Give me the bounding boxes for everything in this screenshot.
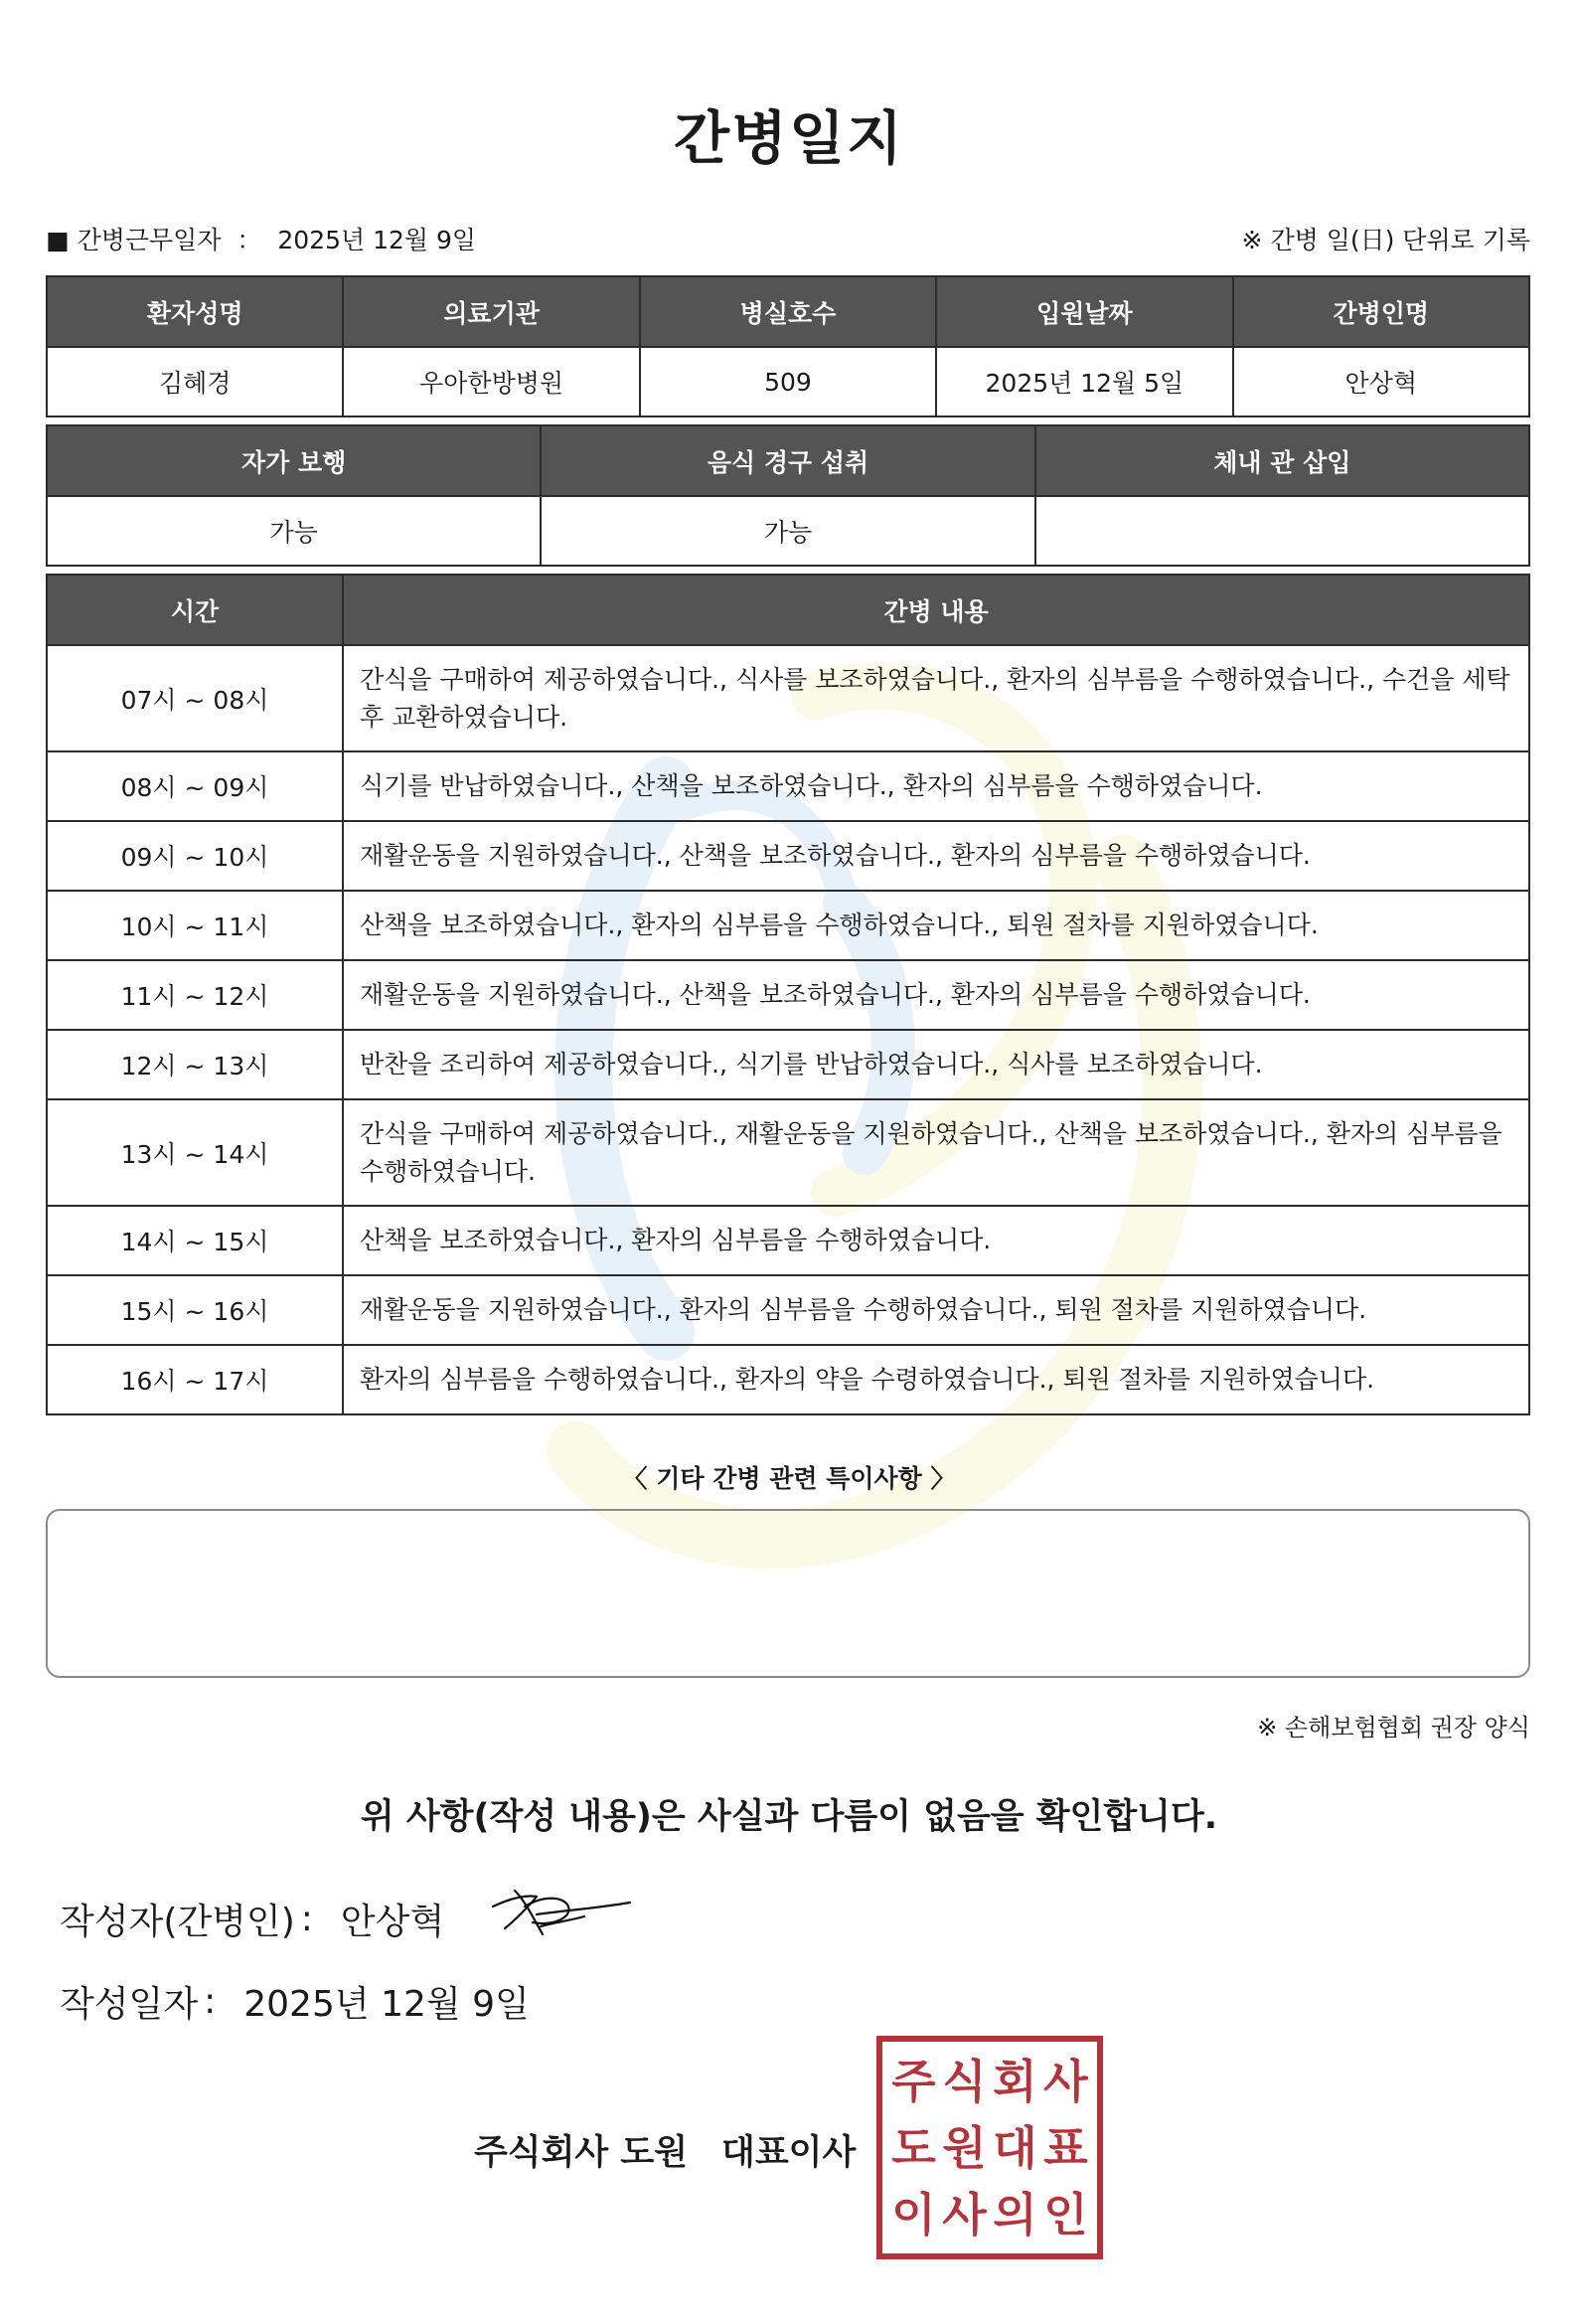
writer-label: 작성자(간병인) [60, 1902, 295, 1942]
written-date-value: 2025년 12월 9일 [243, 1984, 530, 2025]
hospital-value: 우아한방병원 [343, 347, 639, 416]
schedule-time-cell: 16시 ~ 17시 [47, 1345, 343, 1414]
tube-insertion-value [1035, 496, 1529, 566]
work-date-colon: ： [237, 226, 262, 254]
company-signature-line [474, 2125, 856, 2175]
patient-status-table [46, 424, 1530, 567]
schedule-time-cell: 13시 ~ 14시 [47, 1099, 343, 1206]
seal-character: 인 [1043, 2187, 1088, 2241]
header-tube-insertion: 체내 관 삽입 [1035, 425, 1529, 496]
header-hospital: 의료기관 [343, 276, 639, 347]
seal-character: 주 [891, 2054, 936, 2108]
room-number-value: 509 [640, 347, 936, 416]
company-name: 주식회사 도원 [474, 2133, 689, 2173]
header-care-content: 간병 내용 [343, 575, 1529, 645]
admission-date-value: 2025년 12월 5일 [936, 347, 1232, 416]
schedule-time-cell: 14시 ~ 15시 [47, 1206, 343, 1275]
seal-character: 사 [1043, 2054, 1088, 2108]
schedule-row [47, 1345, 1529, 1414]
schedule-row [47, 1030, 1529, 1099]
schedule-row [47, 1275, 1529, 1345]
schedule-time-cell: 09시 ~ 10시 [47, 821, 343, 891]
document-title: 간병일지 [673, 104, 905, 172]
writer-name: 안상혁 [340, 1902, 445, 1942]
schedule-row [47, 821, 1529, 891]
special-notes-title: 〈 기타 간병 관련 특이사항 〉 [622, 1464, 956, 1493]
writer-row [60, 1894, 444, 1944]
schedule-time-cell: 15시 ~ 16시 [47, 1275, 343, 1345]
seal-character: 식 [942, 2054, 987, 2108]
schedule-time-cell: 10시 ~ 11시 [47, 891, 343, 960]
schedule-content-cell: 재활운동을 지원하였습니다., 환자의 심부름을 수행하였습니다., 퇴원 절차를 지원하였습니다. [343, 1275, 1529, 1345]
schedule-row [47, 1099, 1529, 1206]
seal-character: 사 [942, 2187, 987, 2241]
schedule-content-cell: 재활운동을 지원하였습니다., 산책을 보조하였습니다., 환자의 심부름을 수행하였습니다. [343, 960, 1529, 1030]
schedule-body [47, 645, 1529, 1414]
special-notes-box [46, 1509, 1530, 1678]
company-seal-stamp [876, 2036, 1103, 2259]
schedule-row [47, 645, 1529, 751]
seal-character: 이 [891, 2187, 936, 2241]
recommendation-note: ※ 손해보험협회 권장 양식 [1257, 1714, 1530, 1742]
caregiver-name-value: 안상혁 [1233, 347, 1529, 416]
schedule-content-cell: 재활운동을 지원하였습니다., 산책을 보조하였습니다., 환자의 심부름을 수행하였습니다. [343, 821, 1529, 891]
confirmation-statement: 위 사항(작성 내용)은 사실과 다름이 없음을 확인합니다. [360, 1797, 1218, 1837]
writer-colon: : [300, 1899, 313, 1939]
patient-name-value: 김혜경 [47, 347, 343, 416]
written-date-label: 작성일자 [60, 1984, 199, 2025]
schedule-row [47, 1206, 1529, 1275]
header-room-number: 병실호수 [640, 276, 936, 347]
schedule-time-cell: 07시 ~ 08시 [47, 645, 343, 751]
written-date-row [60, 1976, 530, 2027]
patient-status-header-row [47, 425, 1529, 496]
header-time: 시간 [47, 575, 343, 645]
writer-signature [485, 1877, 634, 1946]
schedule-content-cell: 산책을 보조하였습니다., 환자의 심부름을 수행하였습니다. [343, 1206, 1529, 1275]
schedule-content-cell: 산책을 보조하였습니다., 환자의 심부름을 수행하였습니다., 퇴원 절차를 지원하였습니다. [343, 891, 1529, 960]
meta-row [46, 221, 1530, 256]
schedule-content-cell: 식기를 반납하였습니다., 산책을 보조하였습니다., 환자의 심부름을 수행하였습니다. [343, 751, 1529, 821]
schedule-header-row [47, 575, 1529, 645]
work-date-group [46, 221, 484, 256]
header-self-walking: 자가 보행 [47, 425, 541, 496]
patient-status-value-row [47, 496, 1529, 566]
seal-character: 표 [1043, 2120, 1088, 2175]
seal-character: 회 [993, 2054, 1037, 2108]
schedule-time-cell: 11시 ~ 12시 [47, 960, 343, 1030]
schedule-row [47, 891, 1529, 960]
seal-character: 도 [891, 2120, 936, 2175]
header-admission-date: 입원날짜 [936, 276, 1232, 347]
written-date-colon: : [204, 1981, 217, 2022]
header-caregiver-name: 간병인명 [1233, 276, 1529, 347]
oral-intake-value: 가능 [541, 496, 1034, 566]
schedule-row [47, 751, 1529, 821]
care-schedule-table [46, 574, 1530, 1415]
seal-characters [888, 2048, 1091, 2247]
work-date-value: 2025년 12월 9일 [277, 226, 477, 254]
schedule-time-cell: 12시 ~ 13시 [47, 1030, 343, 1099]
schedule-row [47, 960, 1529, 1030]
seal-character: 의 [993, 2187, 1037, 2241]
seal-character: 원 [942, 2120, 987, 2175]
header-oral-intake: 음식 경구 섭취 [541, 425, 1034, 496]
schedule-time-cell: 08시 ~ 09시 [47, 751, 343, 821]
schedule-content-cell: 간식을 구매하여 제공하였습니다., 재활운동을 지원하였습니다., 산책을 보조하였습니다., 환자의 심부름을 수행하였습니다. [343, 1099, 1529, 1206]
schedule-content-cell: 반찬을 조리하여 제공하였습니다., 식기를 반납하였습니다., 식사를 보조하였습니다. [343, 1030, 1529, 1099]
header-patient-name: 환자성명 [47, 276, 343, 347]
work-date-label: ■ 간병근무일자 [46, 226, 222, 254]
schedule-content-cell: 환자의 심부름을 수행하였습니다., 환자의 약을 수령하였습니다., 퇴원 절차를 지원하였습니다. [343, 1345, 1529, 1414]
patient-info-header-row [47, 276, 1529, 347]
schedule-content-cell: 간식을 구매하여 제공하였습니다., 식사를 보조하였습니다., 환자의 심부름을 수행하였습니다., 수건을 세탁 후 교환하였습니다. [343, 645, 1529, 751]
patient-info-table [46, 275, 1530, 417]
self-walking-value: 가능 [47, 496, 541, 566]
unit-note: ※ 간병 일(日) 단위로 기록 [1241, 226, 1530, 254]
company-rep-title: 대표이사 [721, 2133, 857, 2173]
patient-info-value-row [47, 347, 1529, 416]
seal-character: 대 [993, 2120, 1037, 2175]
